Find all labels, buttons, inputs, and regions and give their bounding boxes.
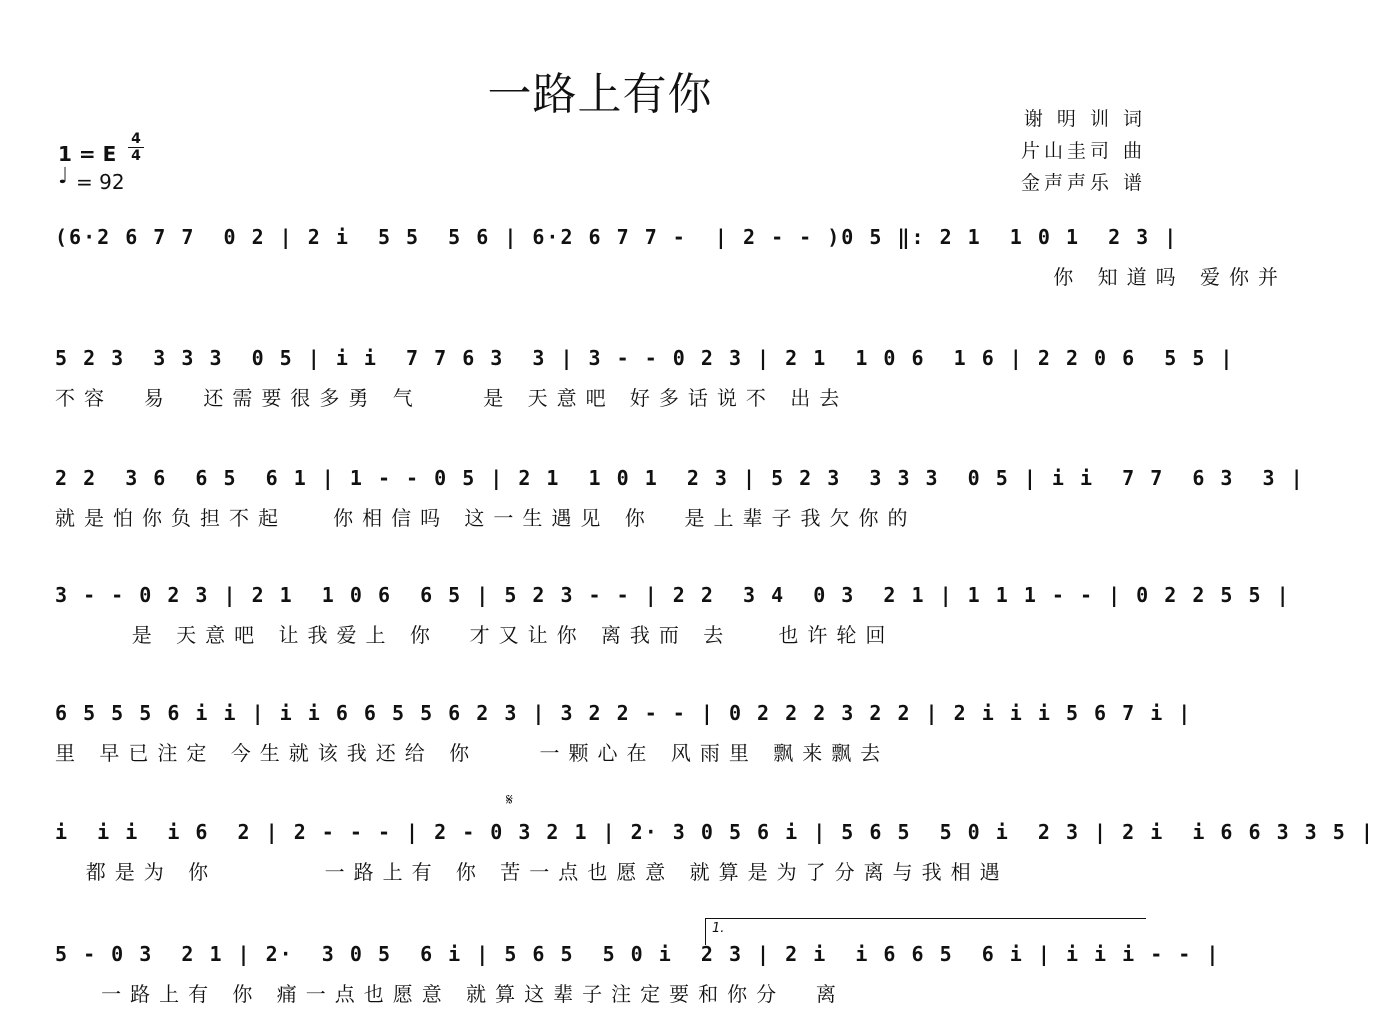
time-signature-bottom: 4 <box>128 147 144 164</box>
transcriber-credit: 金声声乐 谱 <box>1020 172 1146 194</box>
lyricist-credit: 谢 明 训 词 <box>1023 108 1146 130</box>
notation-line: (6·2 6 7 7 0 2 | 2 i 5 5 5 6 | 6·2 6 7 7 - | 2 - - )0 5 ‖: 2 1 1 0 1 2 3 | <box>55 225 1179 249</box>
lyric-line: 一路上有 你 痛一点也愿意 就算这辈子注定要和你分 离 <box>55 982 845 1006</box>
notation-line: i i i i 6 2 | 2 - - - | 2 - 0 3 2 1 | 2· 3 0 5 6 i | 5 6 5 5 0 i 2 3 | 2 i i 6 6 3 3 5 | <box>55 820 1375 844</box>
key-signature: 1 = E <box>58 142 117 166</box>
time-signature-top: 4 <box>131 131 141 147</box>
quarter-note-icon: ♩ <box>58 164 69 189</box>
song-title: 一路上有你 <box>487 69 713 120</box>
score-system-5 <box>55 681 1193 791</box>
notation-line: 3 - - 0 2 3 | 2 1 1 0 6 6 5 | 5 2 3 - - | 2 2 3 4 0 3 2 1 | 1 1 1 - - | 0 2 2 5 5 | <box>55 583 1291 607</box>
notation-line: 5 - 0 3 2 1 | 2· 3 0 5 6 i | 5 6 5 5 0 i 2 3 | 2 i i 6 6 5 6 i | i i i - - | <box>55 942 1221 966</box>
segno-icon: 𝄋 <box>506 790 513 809</box>
score-system-2 <box>55 326 1235 436</box>
notation-line: 5 2 3 3 3 3 0 5 | i i 7 7 6 3 3 | 3 - - 0 2 3 | 2 1 1 0 6 1 6 | 2 2 0 6 5 5 | <box>55 346 1235 370</box>
score-system-6 <box>55 800 1375 910</box>
score-system-7 <box>55 922 1221 1032</box>
score-system-3 <box>55 446 1305 556</box>
lyric-line: 里 早已注定 今生就该我还给 你 一颗心在 风雨里 飘来飘去 <box>55 741 890 765</box>
score-system-1 <box>55 205 1287 315</box>
notation-line: 6 5 5 5 6 i i | i i 6 6 5 5 6 2 3 | 3 2 2 - - | 0 2 2 2 3 2 2 | 2 i i i 5 6 7 i | <box>55 701 1193 725</box>
score-system-4 <box>55 563 1291 673</box>
composer-credit: 片山圭司 曲 <box>1020 140 1146 162</box>
lyric-line: 你 知道吗 爱你并 <box>55 265 1287 289</box>
tempo-marking: = 92 <box>76 170 125 194</box>
first-ending-label: 1. <box>712 921 725 936</box>
time-signature <box>128 131 144 164</box>
lyric-line: 都是为 你 一路上有 你 苦一点也愿意 就算是为了分离与我相遇 <box>55 860 1009 884</box>
lyric-line: 就是怕你负担不起 你相信吗 这一生遇见 你 是上辈子我欠你的 <box>55 506 917 530</box>
lyric-line: 不容 易 还需要很多勇 气 是 天意吧 好多话说不 出去 <box>55 386 849 410</box>
lyric-line: 是 天意吧 让我爱上 你 才又让你 离我而 去 也许轮回 <box>55 623 895 647</box>
notation-line: 2 2 3 6 6 5 6 1 | 1 - - 0 5 | 2 1 1 0 1 2 3 | 5 2 3 3 3 3 0 5 | i i 7 7 6 3 3 | <box>55 466 1305 490</box>
